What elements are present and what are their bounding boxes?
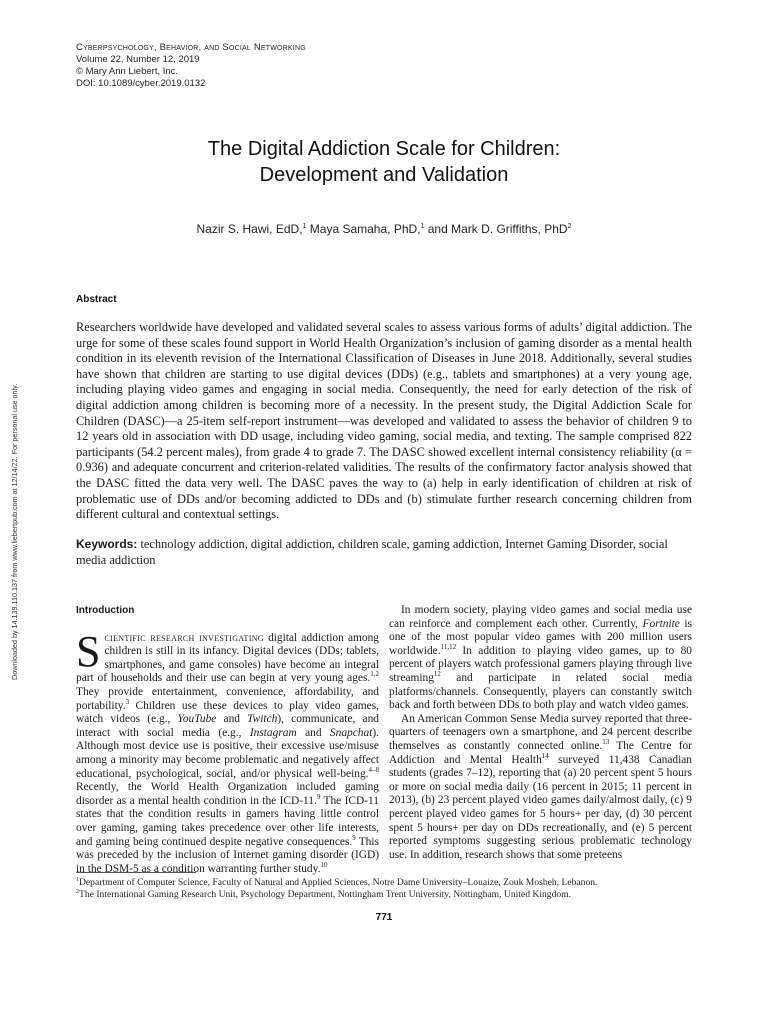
author-name: and Mark D. Griffiths, PhD [427, 222, 568, 236]
download-sidebar: Downloaded by 14.139.110.137 from www.liebertpub.com at 12/14/22. For personal use only. [10, 383, 19, 680]
text-run: ). Although most device use is positive, their excessive use/misuse among a minority may become problematic and negatively affect educational, psychological, social, and/or physical well-being. [76, 726, 379, 780]
text-run: An American Common Sense Media survey reported that three-quarters of teenagers own a smartphone, and 24 percent describe themselves as constantly connected online. [389, 712, 693, 752]
citation-ref: 4–8 [368, 765, 379, 774]
italic-term: Twitch [247, 713, 278, 726]
footnote [76, 889, 692, 901]
author-affiliation-mark: 1 [302, 223, 307, 230]
journal-header [76, 42, 306, 90]
citation-ref: 12 [433, 670, 441, 679]
keywords [76, 537, 692, 568]
text-run: and [216, 713, 248, 726]
text-run: In modern society, playing video games and social media use can reinforce and complement each other. Currently, [389, 604, 692, 630]
footnote-text: The International Gaming Research Unit, Psychology Department, Nottingham Trent University, Nottingham, United Kingdom. [79, 889, 572, 900]
text-run: digital addiction among children is still in its infancy. Digital devices (DDs; tablets, smartphones, and game consoles) have become an integral part of households and their use can begin at very young ages. [76, 631, 380, 685]
italic-term: Instagram [249, 726, 297, 739]
citation-ref: 13 [602, 738, 610, 747]
text-run: ), communicate, and interact with social media (e.g., [76, 713, 379, 739]
text-run: and [296, 726, 330, 739]
text-run: Recently, the World Health Organization included gaming disorder as a mental health condition in the ICD-11. [76, 781, 379, 807]
footnote-text: Department of Computer Science, Faculty of Natural and Applied Sciences, Notre Dame University–Louaize, Zouk Mosbeh, Lebanon. [79, 877, 598, 888]
author-name: Nazir S. Hawi, EdD, [196, 222, 303, 236]
keywords-text: technology addiction, digital addiction, children scale, gaming addiction, Internet Gaming Disorder, social media addiction [76, 537, 668, 567]
author-name: Maya Samaha, PhD, [309, 222, 421, 236]
journal-volume: Volume 22, Number 12, 2019 [76, 54, 200, 65]
section-heading-introduction: Introduction [76, 605, 135, 616]
author-affiliation-mark: 2 [567, 223, 572, 230]
title-line-2: Development and Validation [259, 164, 509, 186]
intro-smallcaps: cientific research investigating [104, 631, 264, 644]
text-run: This was preceded by the inclusion of Internet gaming disorder (IGD) in the DSM-5 as a condition warranting further study. [76, 835, 379, 875]
body-paragraph [389, 604, 692, 713]
text-run: The Centre for Addiction and Mental Health [389, 739, 692, 766]
citation-ref: 9 [316, 792, 321, 801]
journal-name: Cyberpsychology, Behavior, and Social Networking [76, 42, 306, 53]
italic-term: Fortnite [642, 617, 680, 630]
title-line-1: The Digital Addiction Scale for Children: [207, 138, 561, 160]
text-run: In addition to playing video games, up to 80 percent of players watch professional gamers playing through live streaming [389, 644, 692, 684]
footnote-mark: 2 [76, 888, 79, 895]
author-affiliation-mark: 1 [420, 223, 425, 230]
author-list [60, 222, 708, 236]
citation-ref: 11,12 [440, 642, 457, 651]
body-paragraph [389, 713, 692, 863]
footnote-divider [76, 872, 196, 873]
italic-term: YouTube [177, 713, 217, 726]
article-title [60, 136, 708, 188]
text-run: surveyed 11,438 Canadian students (grades 7–12), reporting that (a) 20 percent spent 5 hours or more on social media daily (16 percent in 2015; 11 percent in 2013), (b) 23 percent played video games daily/almost daily, (c) 9 percent played video games for 5 hours+ per day, (d) 30 percent spent 5 hours+ per day on DDs recreationally, and (e) 5 percent reported symptoms suggesting serious problematic technology use. In addition, research shows that some preteens [389, 753, 692, 861]
keywords-label: Keywords: [76, 537, 138, 551]
footnotes [76, 877, 692, 901]
text-run: They provide entertainment, convenience, affordability, and portability. [76, 685, 379, 712]
citation-ref: 3 [125, 697, 130, 706]
citation-ref: 14 [541, 751, 549, 760]
body-column-right [389, 604, 692, 862]
abstract-heading: Abstract [76, 294, 117, 305]
citation-ref: 1,2 [370, 670, 379, 679]
footnote-mark: 1 [76, 876, 79, 883]
drop-cap: S [76, 626, 101, 676]
text-run: The ICD-11 states that the condition results in gamers having little control over gaming, gaming takes precedence over other life interests, and gaming being continued despite negative consequences. [76, 794, 380, 848]
text-run: is one of the most popular video games with 200 million users worldwide. [389, 617, 692, 657]
journal-doi[interactable]: DOI: 10.1089/cyber.2019.0132 [76, 78, 206, 89]
page-number: 771 [375, 912, 393, 923]
text-run: Children use these devices to play video games, watch videos (e.g., [76, 699, 379, 726]
italic-term: Snapchat [329, 726, 373, 739]
text-run: and participate in related social media platforms/channels. Consequently, players can constantly switch back and forth between DDs to both play and watch video games. [389, 671, 692, 712]
citation-ref: 9 [352, 833, 356, 842]
intro-paragraph [76, 626, 380, 877]
citation-ref: 10 [320, 860, 328, 869]
footnote [76, 877, 692, 889]
abstract-text: Researchers worldwide have developed and validated several scales to assess various forms of adults’ digital addiction. The urge for some of these scales found support in World Health Organization’s inclusion of gaming disorder as a mental health condition in its eleventh revision of the International Classification of Diseases in June 2018. Additionally, several studies have shown that children are starting to use digital devices (DDs) (e.g., tablets and smartphones) at a very young age, including playing video games and engaging in social media. Consequently, the need for early detection of the risk of digital addiction among children is becoming more of a necessity. In the present study, the Digital Addiction Scale for Children (DASC)—a 25-item self-report instrument—was developed and validated to assess the behavior of children 9 to 12 years old in association with DD usage, including video gaming, social media, and texting. The sample comprised 822 participants (54.2 percent males), from grade 4 to grade 7. The DASC showed excellent internal consistency reliability (α = 0.936) and adequate concurrent and criterion-related validities. The results of the confirmatory factor analysis showed that the DASC fitted the data very well. The DASC paves the way to (a) help in early identification of children at risk of problematic use of DDs and/or becoming addicted to DDs and (b) stimulate further research concerning children from different cultural and contextual settings. [76, 320, 692, 522]
journal-copyright: © Mary Ann Liebert, Inc. [76, 66, 179, 77]
body-column-left [76, 604, 379, 876]
